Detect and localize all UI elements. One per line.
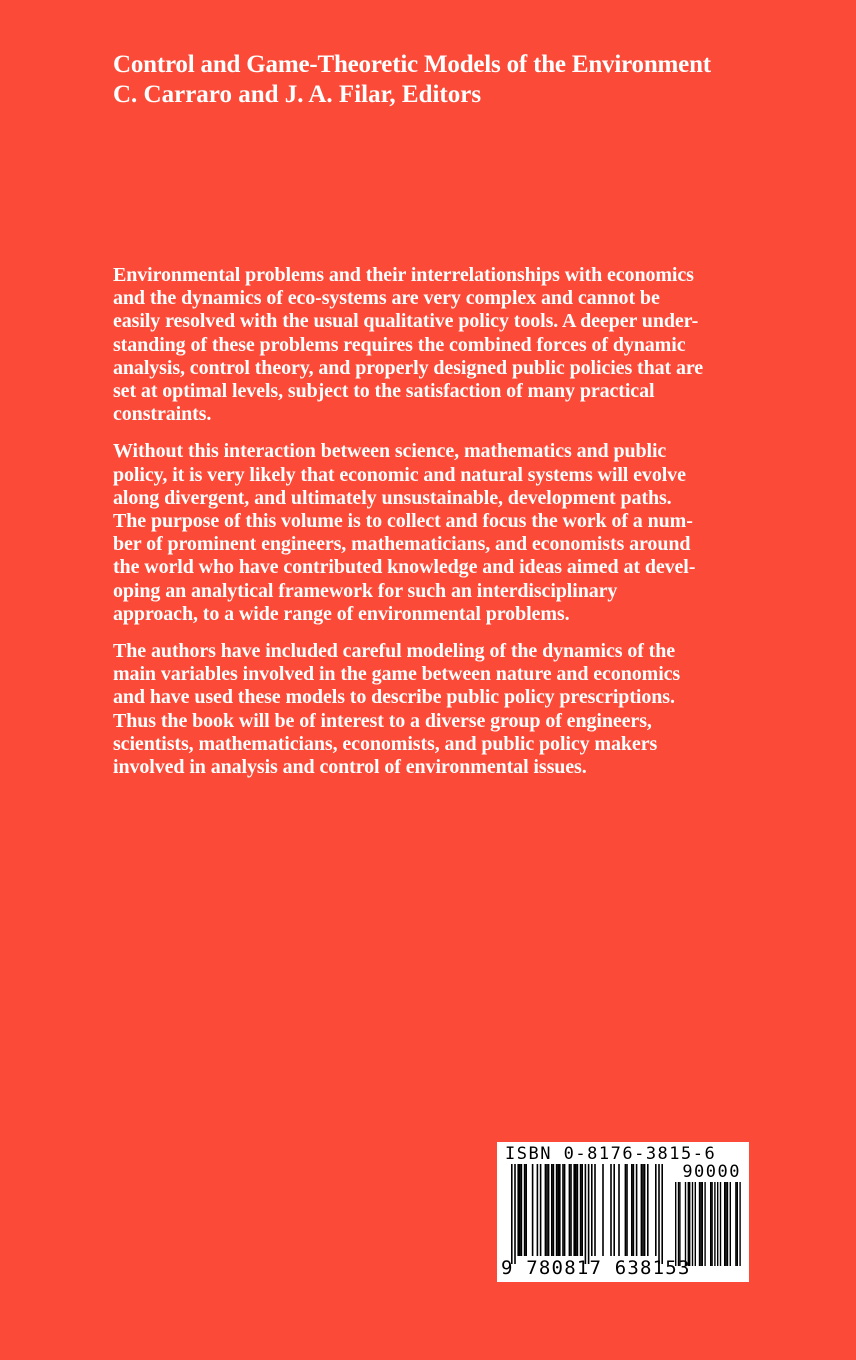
barcode-bar xyxy=(546,1164,548,1256)
text-line: Thus the book will be of interest to a diverse group of engineers, xyxy=(113,709,652,732)
barcode-bar xyxy=(553,1164,555,1256)
text-line: scientists, mathematicians, economists, and public policy makers xyxy=(113,732,658,755)
barcode-bar xyxy=(557,1164,559,1256)
barcode-bar xyxy=(594,1164,596,1256)
text-line: standing of these problems requires the combined forces of dynamic xyxy=(113,333,686,356)
text-line: set at optimal levels, subject to the satisfaction of many practical xyxy=(113,380,655,403)
addon-bar xyxy=(679,1182,680,1266)
price-code: 90000 xyxy=(682,1162,741,1182)
text-line: The purpose of this volume is to collect and focus the work of a num- xyxy=(113,510,693,533)
addon-bar xyxy=(695,1182,696,1266)
addon-bar xyxy=(710,1182,711,1266)
barcode-bar xyxy=(644,1164,646,1256)
ean-digits: 9 780817 638153 xyxy=(501,1257,691,1279)
text-line: involved in analysis and control of environmental issues. xyxy=(113,756,587,779)
description-paragraph-3 xyxy=(113,640,763,779)
addon-bar xyxy=(730,1182,731,1266)
barcode-bar xyxy=(613,1164,615,1256)
barcode-bar xyxy=(577,1164,579,1256)
addon-bar xyxy=(692,1182,693,1266)
addon-bar xyxy=(711,1182,712,1266)
text-line: oping an analytical framework for such an interdisciplinary xyxy=(113,579,618,602)
text-line: Environmental problems and their interrelationships with economics xyxy=(113,264,694,286)
text-line: analysis, control theory, and properly designed public policies that are xyxy=(113,356,704,379)
text-line: policy, it is very likely that economic and natural systems will evolve xyxy=(113,463,686,486)
text-line: Without this interaction between science, mathematics and public xyxy=(113,440,667,463)
barcode-bar xyxy=(636,1164,638,1256)
addon-bar xyxy=(675,1182,676,1266)
barcode-bar xyxy=(610,1164,612,1256)
text-line: The authors have included careful modeling of the dynamics of the xyxy=(113,640,676,663)
barcode-bar xyxy=(580,1164,582,1256)
barcode-bar xyxy=(585,1164,587,1264)
barcode-bar xyxy=(647,1164,649,1256)
addon-bar xyxy=(737,1182,738,1266)
text-line: along divergent, and ultimately unsustainable, development paths. xyxy=(113,486,672,509)
cover-header xyxy=(113,50,813,110)
barcode-bar xyxy=(588,1164,590,1264)
text-line: main variables involved in the game between nature and economics xyxy=(113,663,681,686)
barcode-bar xyxy=(540,1164,542,1256)
text-line: ber of prominent engineers, mathematicians, and economists around xyxy=(113,533,691,556)
addon-bar xyxy=(688,1182,689,1266)
barcode-bar xyxy=(537,1164,539,1256)
barcode-bar xyxy=(521,1164,523,1256)
barcode-bar xyxy=(655,1164,657,1256)
barcode-bar xyxy=(556,1164,558,1256)
description-paragraph-1 xyxy=(113,264,763,426)
addon-bar xyxy=(678,1182,679,1266)
isbn-label: ISBN 0-8176-3815-6 xyxy=(505,1144,717,1164)
addon-bar xyxy=(689,1182,690,1266)
barcode-bar xyxy=(548,1164,550,1256)
addon-bar xyxy=(735,1182,736,1266)
barcode-bar xyxy=(570,1164,572,1256)
barcode-bar xyxy=(625,1164,627,1256)
barcode-bar xyxy=(631,1164,633,1256)
addon-bar xyxy=(720,1182,721,1266)
barcode-bar xyxy=(658,1164,660,1264)
barcode-bar xyxy=(642,1164,644,1256)
barcode-bar xyxy=(661,1164,663,1264)
barcode-bar xyxy=(545,1164,547,1256)
addon-bar xyxy=(704,1182,705,1266)
barcode-bar xyxy=(626,1164,628,1256)
text-line: and have used these models to describe public policy prescriptions. xyxy=(113,686,675,709)
barcode-bar xyxy=(524,1164,526,1256)
addon-bar xyxy=(702,1182,703,1266)
barcode-bar xyxy=(517,1164,519,1256)
addon-bar xyxy=(727,1182,728,1266)
text-line: the world who have contributed knowledge and ideas aimed at devel- xyxy=(113,556,696,579)
book-editors: C. Carraro and J. A. Filar, Editors xyxy=(113,81,482,108)
description-paragraph-2 xyxy=(113,440,763,626)
barcode-bar xyxy=(564,1164,566,1256)
barcode-bar xyxy=(591,1164,593,1256)
addon-bar xyxy=(739,1182,740,1266)
barcode-bar xyxy=(519,1164,521,1256)
addon-bar xyxy=(700,1182,701,1266)
addon-bar xyxy=(717,1182,718,1266)
isbn-barcode xyxy=(497,1142,749,1282)
text-line: constraints. xyxy=(113,403,212,426)
barcode-bar xyxy=(525,1164,527,1256)
barcode-bar xyxy=(559,1164,561,1256)
barcode-bar xyxy=(532,1164,534,1256)
addon-bar xyxy=(685,1182,686,1266)
barcode-bar xyxy=(641,1164,643,1256)
text-line: approach, to a wide range of environmental problems. xyxy=(113,602,570,625)
barcode-bar xyxy=(581,1164,583,1256)
text-line: easily resolved with the usual qualitative policy tools. A deeper under- xyxy=(113,310,699,333)
addon-bar xyxy=(725,1182,726,1266)
barcode-bar xyxy=(569,1164,571,1256)
addon-bar xyxy=(724,1182,725,1266)
barcode-bar xyxy=(633,1164,635,1256)
barcode-bar xyxy=(562,1164,564,1256)
text-line: and the dynamics of eco-systems are very complex and cannot be xyxy=(113,287,660,310)
barcode-bar xyxy=(575,1164,577,1256)
barcode-bar xyxy=(514,1164,516,1264)
book-description xyxy=(113,264,763,793)
barcode-bar xyxy=(573,1164,575,1256)
addon-bar xyxy=(714,1182,715,1266)
book-title: Control and Game-Theoretic Models of the Environment xyxy=(113,51,711,78)
barcode-bar xyxy=(511,1164,513,1264)
barcode-bar xyxy=(618,1164,620,1256)
barcode-bar xyxy=(551,1164,553,1256)
addon-bar xyxy=(699,1182,700,1266)
barcode-bar xyxy=(602,1164,604,1256)
